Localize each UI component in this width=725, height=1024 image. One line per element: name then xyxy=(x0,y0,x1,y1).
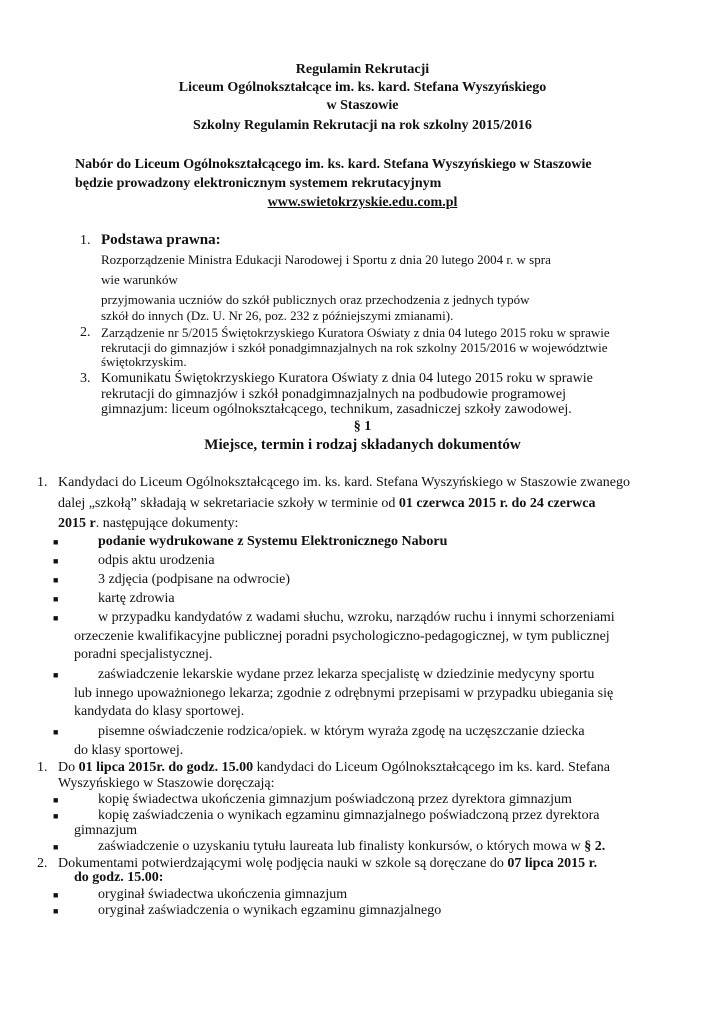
basis-3-line-1: Komunikatu Świętokrzyskiego Kuratora Oświaty z dnia 04 lutego 2015 roku w sprawie xyxy=(101,371,593,386)
item-3-number: 2. xyxy=(37,856,48,871)
basis-title: Podstawa prawna: xyxy=(101,232,221,248)
item-1-year: 2015 r xyxy=(58,516,96,531)
basis-2-line-3: świętokrzyskim. xyxy=(101,354,187,369)
basis-2-line-1: Zarządzenie nr 5/2015 Świętokrzyskiego Kuratora Oświaty z dnia 04 lutego 2015 roku w sprawie xyxy=(101,325,610,340)
bullet-square-icon: ■ xyxy=(53,575,59,585)
basis-3-line-2: rekrutacji do gimnazjów i szkół ponadgimnazjalnych na podbudowie programowej xyxy=(101,387,566,402)
item-1-line-2-text: dalej „szkołą” składają w sekretariacie szkoły w terminie od xyxy=(58,496,399,511)
item-1-line-1: Kandydaci do Liceum Ogólnokształcącego im. ks. kard. Stefana Wyszyńskiego w Staszowie zwanego xyxy=(58,475,630,490)
copy-item-certificate: kopię świadectwa ukończenia gimnazjum poświadczoną przez dyrektora gimnazjum xyxy=(98,792,572,807)
item-2-line-1-text: kandydaci do Liceum Ogólnokształcącego im ks. kard. Stefana xyxy=(253,760,611,775)
bullet-square-icon: ■ xyxy=(53,906,59,916)
item-2-deadline: 01 lipca 2015r. do godz. 15.00 xyxy=(78,760,254,775)
bullet-square-icon: ■ xyxy=(53,613,59,623)
basis-number-1: 1. xyxy=(80,233,91,248)
section-mark: § 1 xyxy=(353,419,372,434)
item-1-line-3-text: . następujące dokumenty: xyxy=(95,516,239,531)
item-3-line-1-text: Dokumentami potwierdzającymi wolę podjęcia nauki w szkole są doręczane do xyxy=(58,856,508,871)
doc-item-consent-line-2: do klasy sportowej. xyxy=(74,743,184,758)
copy-item-laureate xyxy=(98,838,605,855)
title-city: w Staszowie xyxy=(326,98,399,113)
recruitment-link[interactable]: www.swietokrzyskie.edu.com.pl xyxy=(267,195,458,210)
title-school-year: Szkolny Regulamin Rekrutacji na rok szkolny 2015/2016 xyxy=(193,118,532,133)
item-2-line-2: Wyszyńskiego w Staszowie doręczają: xyxy=(58,776,275,791)
doc-item-photos: 3 zdjęcia (podpisane na odwrocie) xyxy=(98,572,291,587)
intro-line-1: Nabór do Liceum Ogólnokształcącego im. ks. kard. Stefana Wyszyńskiego w Staszowie xyxy=(75,157,592,172)
item-3-deadline: 07 lipca 2015 r. xyxy=(507,856,598,871)
copy-item-exam-line-2: gimnazjum xyxy=(74,823,137,838)
bullet-square-icon: ■ xyxy=(53,556,59,566)
title-school-name: Liceum Ogólnokształcące im. ks. kard. Stefana Wyszyńskiego xyxy=(178,80,547,95)
bullet-square-icon: ■ xyxy=(53,594,59,604)
intro-line-2: będzie prowadzony elektronicznym systemem rekrutacyjnym xyxy=(75,176,442,191)
title-regulamin: Regulamin Rekrutacji xyxy=(295,62,430,77)
basis-3-line-3: gimnazjum: liceum ogólnokształcącego, technikum, zasadniczej szkoły zawodowej. xyxy=(101,402,572,417)
basis-1-line-1: Rozporządzenie Ministra Edukacji Narodowej i Sportu z dnia 20 lutego 2004 r. w spra xyxy=(101,252,551,267)
doc-item-consent-line-1: pisemne oświadczenie rodzica/opiek. w którym wyraża zgodę na uczęszczanie dziecka xyxy=(98,724,585,739)
bullet-square-icon: ■ xyxy=(53,842,59,852)
original-item-exam: oryginał zaświadczenia o wynikach egzaminu gimnazjalnego xyxy=(98,903,442,918)
item-1-line-2 xyxy=(58,495,596,512)
doc-item-birth-certificate: odpis aktu urodzenia xyxy=(98,553,215,568)
basis-2-line-2: rekrutacji do gimnazjów i szkół ponadgimnazjalnych na rok szkolny 2015/2016 w województwie xyxy=(101,340,608,355)
copy-item-exam-line-1: kopię zaświadczenia o wynikach egzaminu gimnazjalnego poświadczoną przez dyrektora xyxy=(98,808,600,823)
doc-item-medical-line-2: lub innego upoważnionego lekarza; zgodnie z odrębnymi przepisami w przypadku ubiegania się xyxy=(74,686,614,701)
copy-item-laureate-text: zaświadczenie o uzyskaniu tytułu laureata lub finalisty konkursów, o których mowa w xyxy=(98,839,585,854)
doc-item-medical-line-3: kandydata do klasy sportowej. xyxy=(74,704,245,719)
doc-item-health-card: kartę zdrowia xyxy=(98,591,175,606)
doc-item-medical-line-1: zaświadczenie lekarskie wydane przez lekarza specjalistę w dziedzinie medycyny sportu xyxy=(98,667,595,682)
doc-item-disability-line-1: w przypadku kandydatów z wadami słuchu, wzroku, narządów ruchu i innymi schorzeniami xyxy=(98,610,615,625)
basis-number-2: 2. xyxy=(80,325,91,340)
item-2-number: 1. xyxy=(37,760,48,775)
bullet-square-icon: ■ xyxy=(53,727,59,737)
bullet-square-icon: ■ xyxy=(53,670,59,680)
doc-item-disability-line-3: poradni specjalistycznej. xyxy=(74,647,213,662)
item-1-line-3 xyxy=(58,515,238,532)
item-2-prefix: Do xyxy=(58,760,79,775)
item-1-dates: 01 czerwca 2015 r. do 24 czerwca xyxy=(398,496,596,511)
basis-number-3: 3. xyxy=(80,371,91,386)
original-item-certificate: oryginał świadectwa ukończenia gimnazjum xyxy=(98,887,348,902)
item-3-line-2: do godz. 15.00: xyxy=(74,870,164,885)
copy-item-laureate-paragraph: § 2. xyxy=(584,839,606,854)
basis-1-line-4: szkół do innych (Dz. U. Nr 26, poz. 232 z późniejszymi zmianami). xyxy=(101,308,454,323)
bullet-square-icon: ■ xyxy=(53,811,59,821)
basis-1-line-2: wie warunków xyxy=(101,272,178,287)
doc-item-disability-line-2: orzeczenie kwalifikacyjne publicznej poradni psychologiczno-pedagogicznej, w tym publicznej xyxy=(74,629,610,644)
item-2-line-1 xyxy=(58,759,610,776)
bullet-square-icon: ■ xyxy=(53,890,59,900)
doc-item-application: podanie wydrukowane z Systemu Elektronicznego Naboru xyxy=(98,534,448,549)
section-title: Miejsce, termin i rodzaj składanych dokumentów xyxy=(204,437,521,453)
bullet-square-icon: ■ xyxy=(53,537,59,547)
item-1-number: 1. xyxy=(37,475,48,490)
basis-1-line-3: przyjmowania uczniów do szkół publicznych oraz przechodzenia z jednych typów xyxy=(101,292,530,307)
bullet-square-icon: ■ xyxy=(53,795,59,805)
